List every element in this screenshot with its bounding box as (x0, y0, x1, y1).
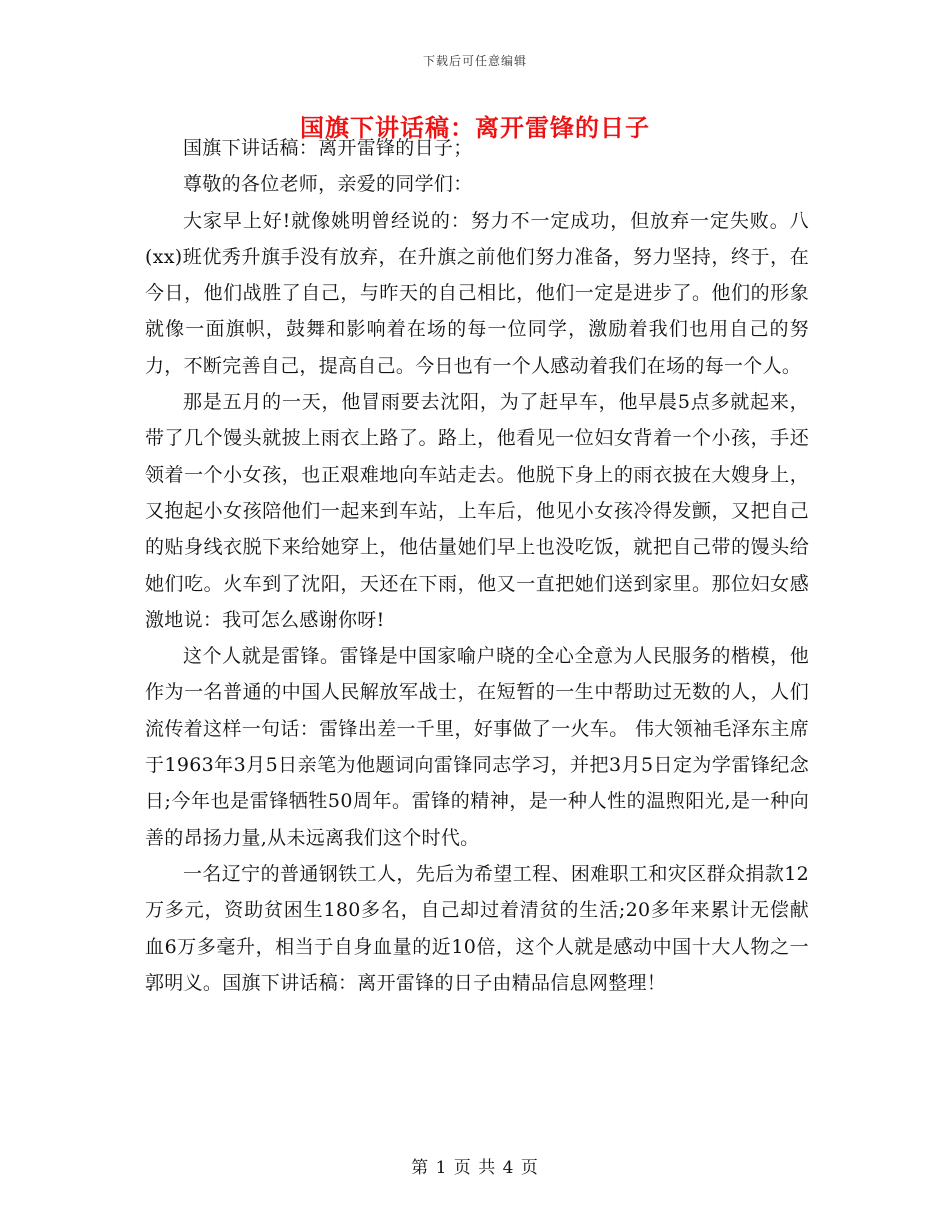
paragraph: 大家早上好!就像姚明曾经说的：努力不一定成功，但放弃一定失败。八(xx)班优秀升旗手没有放弃，在升旗之前他们努力准备，努力坚持，终于，在今日，他们战胜了自己，与昨天的自己相比，他们一定是进步了。他们的形象就像一面旗帜，鼓舞和影响着在场的每一位同学，激励着我们也用自己的努力，不断完善自己，提高自己。今日也有一个人感动着我们在场的每一个人。 (145, 209, 809, 377)
header-note: 下载后可任意编辑 (422, 54, 527, 68)
page-footer: 第 1 页 共 4 页 (411, 1158, 539, 1178)
paragraph: 那是五月的一天，他冒雨要去沈阳，为了赶早车，他早晨5点多就起来，带了几个馒头就披上雨衣上路了。路上，他看见一位妇女背着一个小孩，手还领着一个小女孩，也正艰难地向车站走去。他脱下身上的雨衣披在大嫂身上，又抱起小女孩陪他们一起来到车站，上车后，他见小女孩冷得发颤，又把自己的贴身线衣脱下来给她穿上，他估量她们早上也没吃饭，就把自己带的馒头给她们吃。火车到了沈阳，天还在下雨，他又一直把她们送到家里。那位妇女感激地说：我可怎么感谢你呀! (145, 391, 809, 631)
document-body (145, 130, 809, 1001)
paragraph: 尊敬的各位老师，亲爱的同学们： (183, 173, 473, 196)
document-title: 国旗下讲话稿：离开雷锋的日子 (300, 113, 650, 142)
paragraph: 国旗下讲话稿：离开雷锋的日子； (183, 137, 473, 159)
paragraph: 一名辽宁的普通钢铁工人，先后为希望工程、困难职工和灾区群众捐款12万多元，资助贫困生180多名，自己却过着清贫的生活;20多年来累计无偿献血6万多毫升，相当于自身血量的近10倍，这个人就是感动中国十大人物之一郭明义。国旗下讲话稿：离开雷锋的日子由精品信息网整理！ (145, 862, 809, 994)
paragraph: 这个人就是雷锋。雷锋是中国家喻户晓的全心全意为人民服务的楷模，他作为一名普通的中国人民解放军战士，在短暂的一生中帮助过无数的人，人们流传着这样一句话：雷锋出差一千里，好事做了一火车。 伟大领袖毛泽东主席于1963年3月5日亲笔为他题词向雷锋同志学习，并把3月5日定为学雷锋纪念日;今年也是雷锋牺牲50周年。雷锋的精神，是一种人性的温煦阳光,是一种向善的昂扬力量,从未远离我们这个时代。 (145, 645, 809, 849)
